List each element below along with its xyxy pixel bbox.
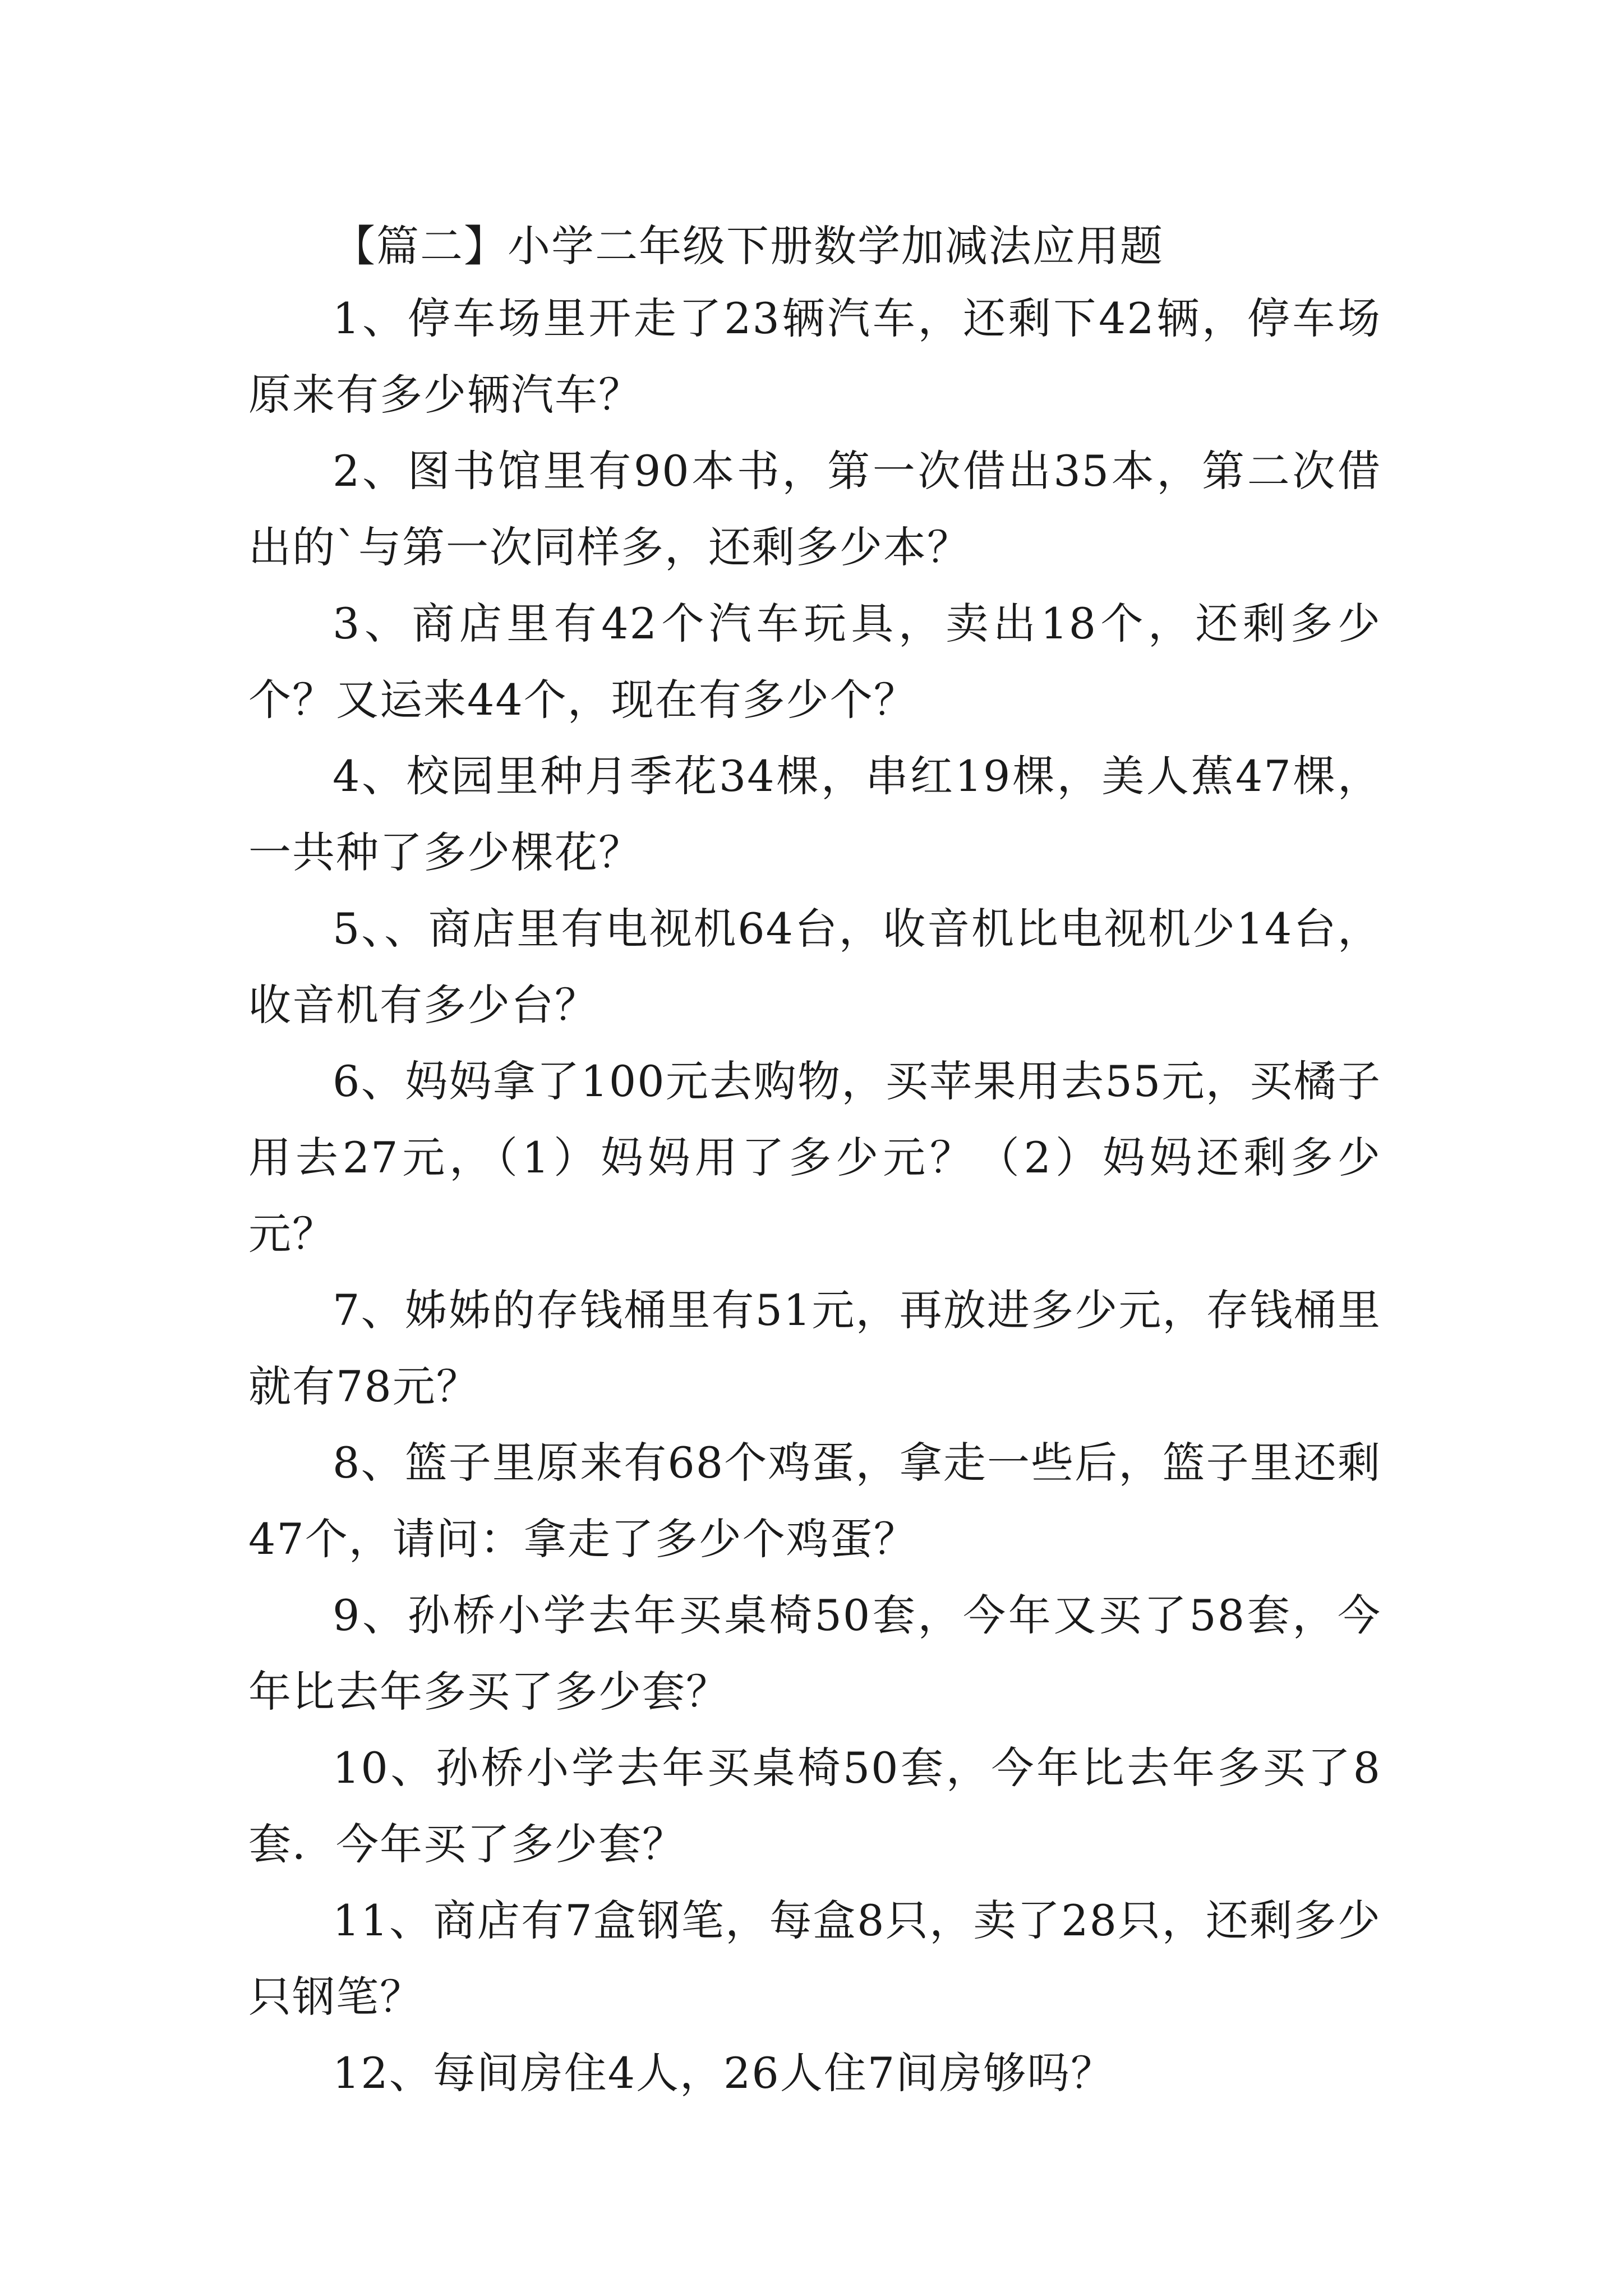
question-7: 7、姊姊的存钱桶里有51元，再放进多少元，存钱桶里就有78元？ <box>248 1285 1381 1411</box>
question-6: 6、妈妈拿了100元去购物，买苹果用去55元，买橘子用去27元，（1）妈妈用了多少元？（2）妈妈还剩多少元？ <box>248 1056 1381 1259</box>
question-8: 8、篮子里原来有68个鸡蛋，拿走一些后，篮子里还剩47个，请问：拿走了多少个鸡蛋？ <box>248 1438 1381 1564</box>
document-title: 【篇二】小学二年级下册数学加减法应用题 <box>333 221 1164 271</box>
question-5: 5、、商店里有电视机64台，收音机比电视机少14台，收音机有多少台？ <box>248 904 1381 1030</box>
question-3: 3、商店里有42个汽车玩具，卖出18个，还剩多少个？又运来44个，现在有多少个？ <box>248 599 1381 725</box>
question-1: 1、停车场里开走了23辆汽车，还剩下42辆，停车场原来有多少辆汽车？ <box>248 293 1381 420</box>
question-4: 4、校园里种月季花34棵，串红19棵，美人蕉47棵，一共种了多少棵花？ <box>248 751 1381 877</box>
question-2: 2、图书馆里有90本书，第一次借出35本，第二次借出的`与第一次同样多，还剩多少本？ <box>248 446 1381 572</box>
question-11: 11、商店有7盒钢笔，每盒8只，卖了28只，还剩多少只钢笔？ <box>248 1895 1381 2022</box>
question-10: 10、孙桥小学去年买桌椅50套，今年比去年多买了8套．今年买了多少套？ <box>248 1743 1381 1869</box>
question-9: 9、孙桥小学去年买桌椅50套，今年又买了58套，今年比去年多买了多少套？ <box>248 1590 1381 1717</box>
document-body <box>248 212 1381 2111</box>
question-12: 12、每间房住4人，26人住7间房够吗？ <box>333 2048 1115 2098</box>
